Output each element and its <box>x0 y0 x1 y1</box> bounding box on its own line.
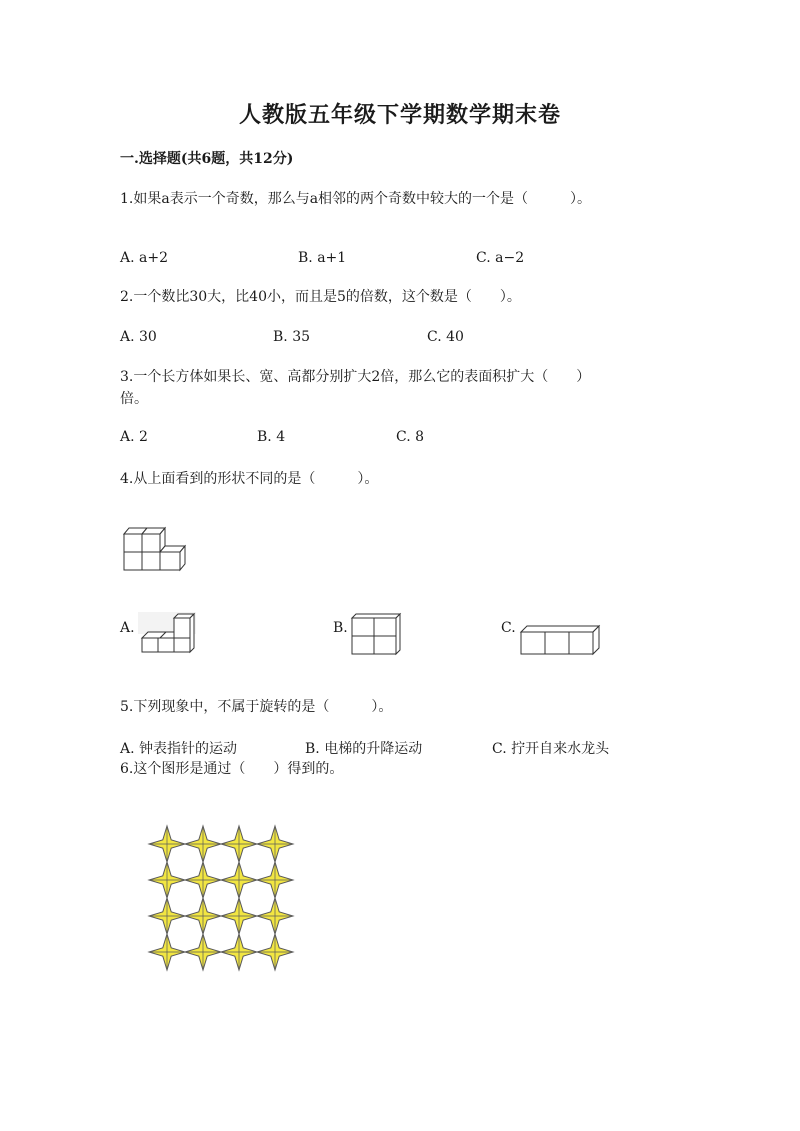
cube-stack-figure <box>122 524 188 570</box>
option-c-figure <box>519 624 601 656</box>
question-1-option-c[interactable]: C. a−2 <box>476 250 525 266</box>
star-shape <box>149 826 185 862</box>
star-shape <box>185 934 221 970</box>
question-5-option-a[interactable]: A. 钟表指针的运动 <box>120 741 238 757</box>
star-shape <box>221 826 257 862</box>
question-6-text: 6.这个图形是通过（ ）得到的。 <box>120 761 344 777</box>
question-4-text: 4.从上面看到的形状不同的是（ ）。 <box>120 471 379 487</box>
question-5-text: 5.下列现象中，不属于旋转的是（ ）。 <box>120 699 393 715</box>
question-1-text: 1.如果a表示一个奇数，那么与a相邻的两个奇数中较大的一个是（ ）。 <box>120 191 592 207</box>
star-shape <box>149 898 185 934</box>
question-1-option-a[interactable]: A. a+2 <box>120 250 168 266</box>
star-shape <box>221 898 257 934</box>
star-shape <box>221 862 257 898</box>
question-3-text-line2: 倍。 <box>120 391 148 407</box>
star-shape <box>149 934 185 970</box>
question-3-option-a[interactable]: A. 2 <box>120 429 148 445</box>
star-shape <box>257 826 293 862</box>
question-4-option-a-label[interactable]: A. <box>120 620 135 636</box>
star-shape <box>257 862 293 898</box>
question-2-option-c[interactable]: C. 40 <box>427 329 464 345</box>
question-2-option-b[interactable]: B. 35 <box>273 329 311 345</box>
option-a-figure <box>138 612 196 656</box>
star-shape <box>257 934 293 970</box>
section-heading: 一.选择题(共6题，共12分) <box>120 151 294 167</box>
question-3-text-line1: 3.一个长方体如果长、宽、高都分别扩大2倍，那么它的表面积扩大（ ） <box>120 369 591 385</box>
star-shape <box>185 826 221 862</box>
question-4-option-c-label[interactable]: C. <box>501 620 516 636</box>
question-3-option-b[interactable]: B. 4 <box>257 429 286 445</box>
question-4-option-b-label[interactable]: B. <box>333 620 348 636</box>
question-2-option-a[interactable]: A. 30 <box>120 329 157 345</box>
question-2-text: 2.一个数比30大，比40小，而且是5的倍数，这个数是（ ）。 <box>120 289 521 305</box>
star-shape <box>221 934 257 970</box>
question-5-option-c[interactable]: C. 拧开自来水龙头 <box>492 741 610 757</box>
page-title: 人教版五年级下学期数学期末卷 <box>238 102 561 128</box>
star-pattern-figure <box>143 820 299 976</box>
question-5-option-b[interactable]: B. 电梯的升降运动 <box>305 741 423 757</box>
star-shape <box>149 862 185 898</box>
question-1-option-b[interactable]: B. a+1 <box>298 250 347 266</box>
star-shape <box>257 898 293 934</box>
option-b-figure <box>350 612 404 656</box>
star-shape <box>185 898 221 934</box>
question-3-option-c[interactable]: C. 8 <box>396 429 425 445</box>
star-shape <box>185 862 221 898</box>
